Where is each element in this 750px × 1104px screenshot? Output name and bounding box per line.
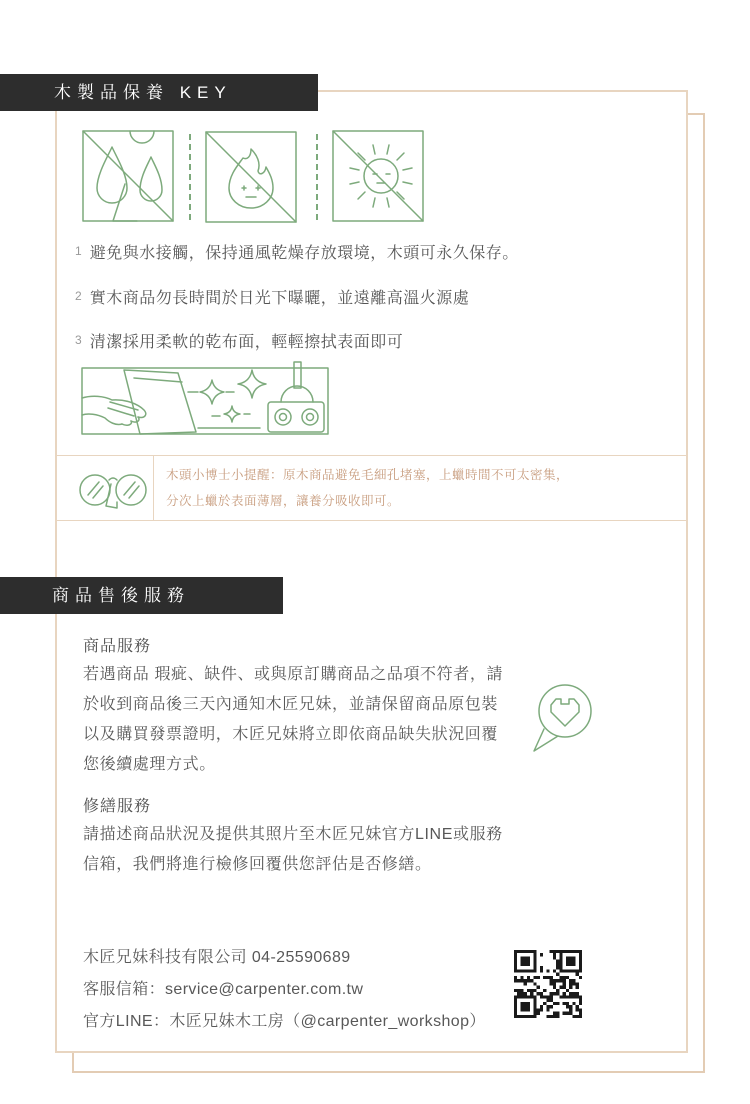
repair-service-line: 信箱，我們將進行檢修回覆供您評估是否修繕。	[83, 856, 432, 873]
glasses-icon	[78, 468, 148, 514]
tip-line-2: 分次上蠟於表面薄層，讓養分吸收即可。	[166, 494, 401, 508]
instruction-text: 避免與水接觸，保持通風乾燥存放環境，木頭可永久保存。	[89, 245, 519, 262]
qr-code	[514, 950, 582, 1018]
repair-service-heading: 修繕服務	[83, 798, 152, 815]
icon-separator	[189, 134, 191, 220]
icon-separator	[316, 134, 318, 220]
cleaning-wipe-illustration	[80, 358, 330, 442]
no-water-icon	[82, 130, 174, 222]
instruction-number: 2	[75, 289, 82, 303]
no-sunlight-icon	[332, 130, 424, 222]
company-phone-line: 木匠兄妹科技有限公司 04-25590689	[83, 949, 351, 966]
heart-speech-bubble-icon	[531, 681, 595, 755]
tip-line-1: 木頭小博士小提醒：原木商品避免毛細孔堵塞，上蠟時間不可太密集，	[166, 468, 570, 482]
care-instruction-1	[75, 243, 519, 265]
care-section-banner	[0, 74, 318, 111]
service-section-title: 商品售後服務	[52, 586, 190, 605]
instruction-text: 實木商品勿長時間於日光下曝曬，並遠離高溫火源處	[89, 290, 470, 307]
instruction-text: 清潔採用柔軟的乾布面，輕輕擦拭表面即可	[89, 334, 404, 351]
product-service-line: 以及購買發票證明，木匠兄妹將立即依商品缺失狀況回覆	[83, 726, 499, 743]
instruction-number: 3	[75, 333, 82, 347]
product-service-line: 於收到商品後三天內通知木匠兄妹，並請保留商品原包裝	[83, 696, 499, 713]
tip-text	[166, 462, 569, 514]
service-section-banner	[0, 577, 283, 614]
tip-box-divider	[153, 455, 154, 521]
product-service-body	[83, 660, 503, 780]
product-service-line: 您後續處理方式。	[83, 756, 216, 773]
content-card	[55, 90, 688, 1053]
official-line-account: 官方LINE：木匠兄妹木工房（@carpenter_workshop）	[83, 1013, 486, 1030]
instruction-number: 1	[75, 244, 82, 258]
repair-service-body	[83, 820, 503, 880]
product-service-line: 若遇商品 瑕疵、缺件、或與原訂購商品之品項不符者，請	[83, 666, 504, 683]
product-service-heading: 商品服務	[83, 638, 152, 655]
no-fire-icon	[205, 131, 297, 223]
service-email-line: 客服信箱：service@carpenter.com.tw	[83, 981, 364, 998]
care-section-title: 木製品保養 KEY	[54, 83, 232, 102]
care-instruction-2	[75, 288, 469, 310]
repair-service-line: 請描述商品狀況及提供其照片至木匠兄妹官方LINE或服務	[83, 826, 503, 843]
care-instruction-3	[75, 332, 403, 354]
